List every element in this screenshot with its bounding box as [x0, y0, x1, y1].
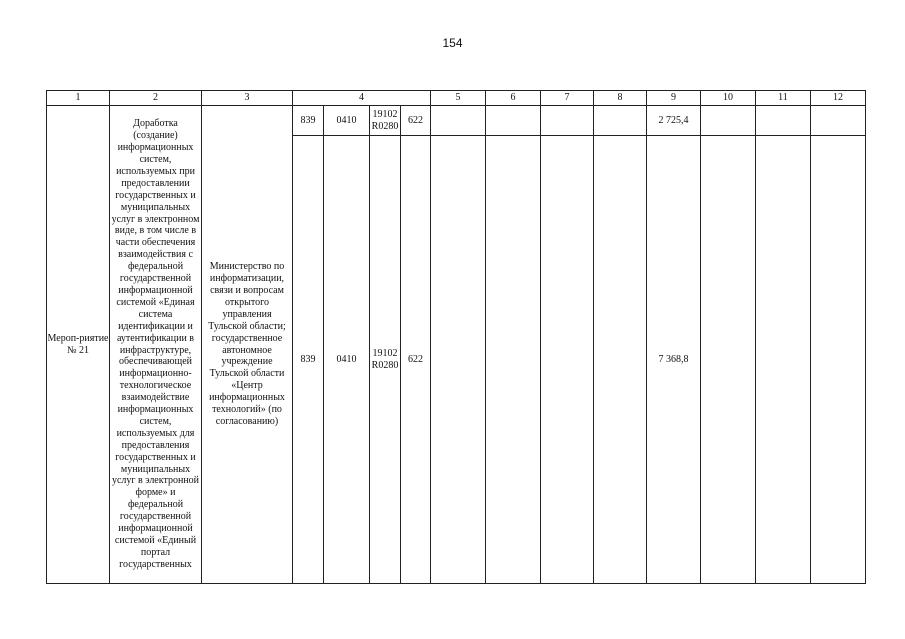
header-cell: 5	[431, 91, 486, 106]
csr-code: 19102 R0280	[370, 106, 401, 136]
measure-executor: Министерство по информатизации, связи и вопросам открытого управления Тульской области; государственное автономное учреждение Тульской области «Центр информационных технологий» (по согласованию)	[202, 106, 293, 584]
cell-col10	[701, 136, 756, 584]
cell-col12	[811, 106, 866, 136]
cell-col10	[701, 106, 756, 136]
cell-col12	[811, 136, 866, 584]
header-cell: 2	[110, 91, 202, 106]
header-cell: 8	[594, 91, 647, 106]
csr-code: 19102 R0280	[370, 136, 401, 584]
cell-col11	[756, 136, 811, 584]
cell-col7	[541, 106, 594, 136]
header-cell: 4	[293, 91, 431, 106]
header-cell: 1	[47, 91, 110, 106]
cell-col7	[541, 136, 594, 584]
grbs-code: 839	[293, 136, 324, 584]
cell-col8	[594, 136, 647, 584]
vr-code: 622	[401, 106, 431, 136]
measure-name: Мероп-риятие № 21	[47, 106, 110, 584]
vr-code: 622	[401, 136, 431, 584]
cell-col8	[594, 106, 647, 136]
header-cell: 7	[541, 91, 594, 106]
cell-col6	[486, 106, 541, 136]
table-row	[47, 106, 866, 136]
cell-col11	[756, 106, 811, 136]
table-header-row	[47, 91, 866, 106]
section-code: 0410	[324, 106, 370, 136]
header-cell: 6	[486, 91, 541, 106]
cell-col9: 2 725,4	[647, 106, 701, 136]
page-number: 154	[442, 36, 463, 50]
cell-col5	[431, 136, 486, 584]
budget-table	[46, 90, 866, 584]
header-cell: 9	[647, 91, 701, 106]
header-cell: 10	[701, 91, 756, 106]
cell-col5	[431, 106, 486, 136]
cell-col6	[486, 136, 541, 584]
header-cell: 11	[756, 91, 811, 106]
measure-description: Доработка (создание) информационных систем, используемых при предоставлении государственных и муниципальных услуг в электронном виде, в том числе в части обеспечения взаимодействия с федеральной государственной информационной системой «Единая система идентификации и аутентификации в инфраструктуре, обеспечивающей информационно-технологическое взаимодействие информационных систем, используемых для предоставления государственных и муниципальных услуг в электронной форме» и федеральной государственной информационной системой «Единый портал государственных	[110, 106, 202, 584]
header-cell: 3	[202, 91, 293, 106]
header-cell: 12	[811, 91, 866, 106]
grbs-code: 839	[293, 106, 324, 136]
cell-col9: 7 368,8	[647, 136, 701, 584]
section-code: 0410	[324, 136, 370, 584]
